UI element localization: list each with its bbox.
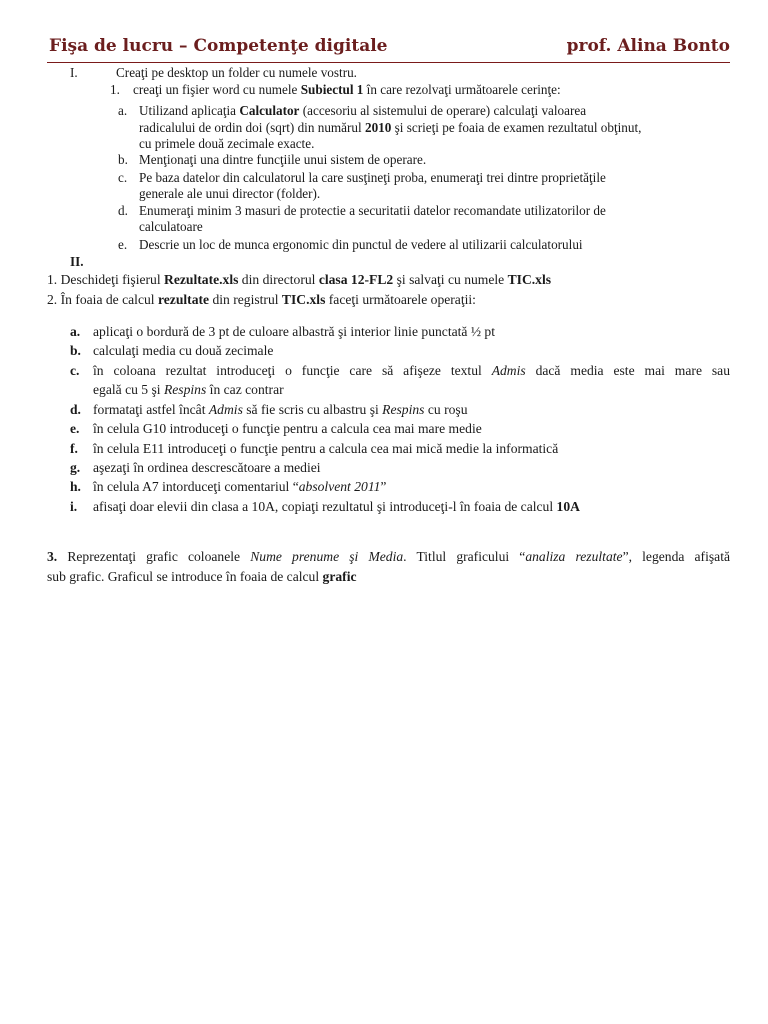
section-3-line-2: sub grafic. Graficul se introduce în foaia de calcul grafic [47,569,357,584]
item-d-marker: d. [118,203,128,218]
section-1-item-1-marker: 1. [110,82,120,97]
header-title: Fişa de lucru – Competenţe digitale [49,36,388,56]
item-i-marker: i. [70,499,78,514]
item-a-line-3: cu primele două zecimale exacte. [139,136,315,151]
item-i-text: afisaţi doar elevii din clasa a 10A, copiaţi rezultatul şi introduceţi-l în foaia de calcul 10A [93,499,580,514]
item-b-text: Menţionaţi una dintre funcţiile unui sistem de operare. [139,152,427,167]
section-2-marker: II. [70,254,84,269]
item-h-text: în celula A7 intorduceţi comentariul “absolvent 2011” [93,479,387,494]
item-d-line-1: Enumeraţi minim 3 masuri de protectie a securitatii datelor recomandate utilizatorilor de [139,203,606,218]
item-f-marker: f. [70,441,78,456]
item-c-line-1: Pe baza datelor din calculatorul la care susţineţi proba, enumeraţi trei dintre proprietăţile [139,170,606,185]
item-d-text: formataţi astfel încât Admis să fie scris cu albastru şi Respins cu roşu [93,402,468,417]
item-b-marker: b. [70,343,81,358]
item-c-line-1: în coloana rezultat introduceţi o funcţie care să afişeze textul Admis dacă media este mai mare sau [93,363,730,378]
item-e-marker: e. [118,237,128,252]
section-2-item-1: 1. Deschideţi fişierul Rezultate.xls din directorul clasa 12-FL2 şi salvaţi cu numele TIC.xls [47,272,552,287]
section-2-item-2: 2. În foaia de calcul rezultate din registrul TIC.xls faceţi următoarele operaţii: [47,292,476,307]
item-c-line-2: egală cu 5 şi Respins în caz contrar [93,382,284,397]
item-g-text: aşezaţi în ordinea descrescătoare a mediei [93,460,321,475]
header-author: prof. Alina Bonto [566,36,730,56]
item-c-marker: c. [70,363,80,378]
item-d-marker: d. [70,402,81,417]
item-e-marker: e. [70,421,80,436]
item-c-line-2: generale ale unui director (folder). [139,186,321,201]
item-b-text: calculaţi media cu două zecimale [93,343,274,358]
item-g-marker: g. [70,460,81,475]
section-3-line-1: 3. Reprezentaţi grafic coloanele Nume prenume şi Media. Titlul graficului “analiza rezultate”, legenda afişată [47,549,730,564]
item-e-text: în celula G10 introduceţi o funcţie pentru a calcula cea mai mare medie [93,421,482,436]
item-a-line-1: Utilizand aplicaţia Calculator (accesoriu al sistemului de operare) calculaţi valoarea [139,103,587,118]
section-1-marker: I. [70,65,78,80]
page-header [47,34,730,63]
item-f-text: în celula E11 introduceţi o funcţie pentru a calcula cea mai mică medie la informatică [93,441,559,456]
item-a-marker: a. [118,103,128,118]
item-b-marker: b. [118,152,128,167]
item-a-text: aplicaţi o bordură de 3 pt de culoare albastră şi interior linie punctată ½ pt [93,324,496,339]
item-e-text: Descrie un loc de munca ergonomic din punctul de vedere al utilizarii calculatorului [139,237,583,252]
item-h-marker: h. [70,479,81,494]
item-d-line-2: calculatoare [139,219,203,234]
item-c-marker: c. [118,170,128,185]
section-1-item-1: creaţi un fişier word cu numele Subiectul 1 în care rezolvaţi următoarele cerinţe: [133,82,561,97]
item-a-line-2: radicalului de ordin doi (sqrt) din numărul 2010 şi scrieţi pe foaia de examen rezultatul obţinut, [139,120,642,135]
item-a-marker: a. [70,324,81,339]
section-1-intro: Creaţi pe desktop un folder cu numele vostru. [116,65,357,80]
